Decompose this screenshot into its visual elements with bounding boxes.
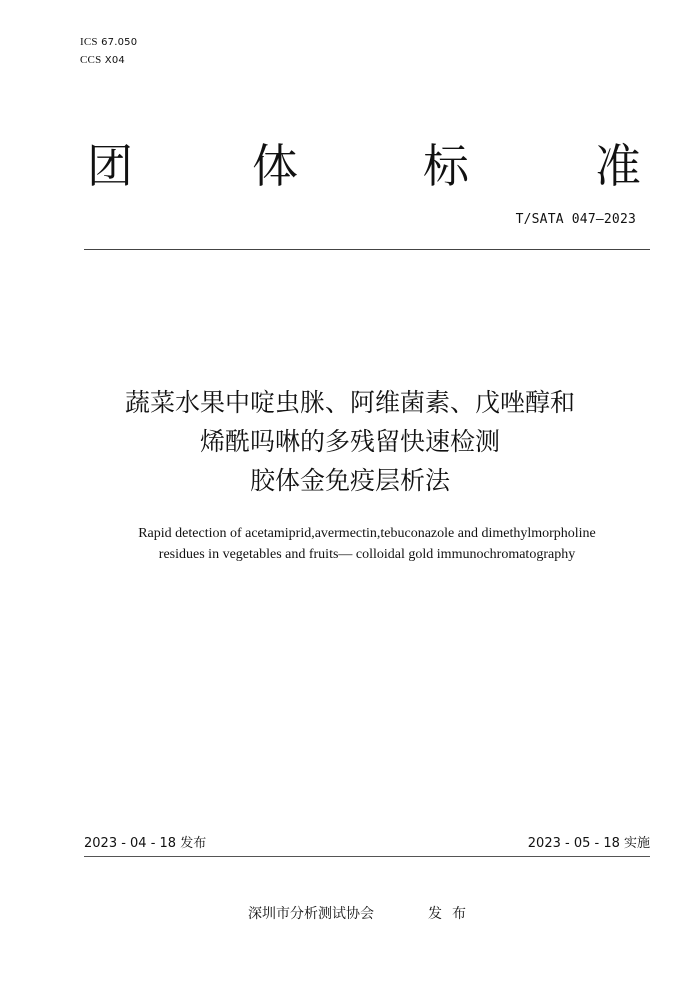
- publisher-name: 深圳市分析测试协会: [248, 906, 374, 922]
- chinese-title-line-3: 胶体金免疫层析法: [249, 466, 450, 495]
- standard-number: T/SATA 047—2023: [515, 212, 636, 227]
- standard-type-char-2: 体: [252, 139, 298, 193]
- publish-label: 发布: [428, 906, 476, 922]
- standard-type-char-1: 团: [87, 139, 133, 193]
- ccs-classification: [80, 54, 125, 67]
- bottom-divider: [84, 856, 650, 857]
- english-title-line-1: Rapid detection of acetamiprid,avermectin,tebuconazole and dimethylmorpholine: [138, 526, 596, 541]
- ics-value: 67.050: [101, 37, 138, 48]
- chinese-title-line-1: 蔬菜水果中啶虫脒、阿维菌素、戊唑醇和: [124, 388, 575, 417]
- standard-type-char-3: 标: [423, 139, 469, 193]
- english-title-line-2: residues in vegetables and fruits— colloidal gold immunochromatography: [158, 547, 576, 562]
- ccs-label: CCS: [80, 54, 102, 66]
- top-divider: [84, 249, 650, 250]
- ics-classification: [80, 36, 137, 49]
- release-date: 2023 - 04 - 18 发布: [84, 836, 207, 851]
- implementation-date: 2023 - 05 - 18 实施: [527, 836, 650, 851]
- ics-label: ICS: [80, 36, 98, 48]
- ccs-value: X04: [104, 55, 125, 66]
- chinese-title-line-2: 烯酰吗啉的多残留快速检测: [199, 427, 500, 456]
- standard-type-char-4: 准: [595, 139, 641, 193]
